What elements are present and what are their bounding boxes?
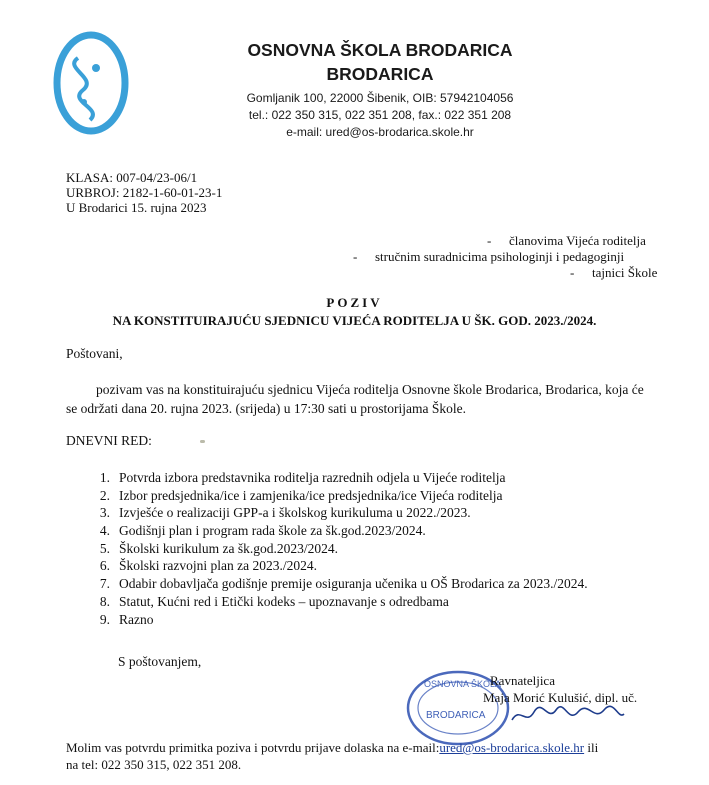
agenda-text: Godišnji plan i program rada škole za šk.god.2023/2024. <box>119 523 426 539</box>
agenda-title: DNEVNI RED: <box>66 433 152 448</box>
agenda-text: Statut, Kućni red i Etički kodeks – upoznavanje s odredbama <box>119 593 449 609</box>
agenda-text: Izvješće o realizaciji GPP-a i školskog kurikuluma u 2022./2023. <box>119 505 471 521</box>
agenda-text: Izbor predsjednika/ice i zamjenika/ice predsjednika/ice Vijeća roditelja <box>119 487 503 503</box>
klasa: KLASA: 007-04/23-06/1 <box>66 170 198 185</box>
recipient-label: članovima Vijeća roditelja <box>509 233 646 248</box>
recipient-parents-council <box>487 233 646 249</box>
signatory-name: Maja Morić Kulušić, dipl. uč. <box>483 690 638 705</box>
handwritten-signature <box>508 700 628 730</box>
recipient-label: stručnim suradnicima psihologinji i pedagoginji <box>375 249 625 264</box>
agenda-item <box>90 558 670 576</box>
footer-line-2: na tel: 022 350 315, 022 351 208. <box>66 757 242 772</box>
footer-prefix: Molim vas potvrdu primitka poziva i potvrdu prijave dolaska na e-mail: <box>66 740 440 755</box>
agenda-text: Školski razvojni plan za 2023./2024. <box>119 558 317 574</box>
agenda-number: 9. <box>99 611 110 627</box>
recipient-dash: - <box>487 233 492 248</box>
agenda-item <box>90 488 670 506</box>
agenda-text: Školski kurikulum za šk.god.2023/2024. <box>119 540 338 556</box>
agenda-item <box>90 576 670 594</box>
agenda-number: 1. <box>99 470 110 485</box>
agenda-item <box>90 541 670 559</box>
agenda-item <box>90 594 670 612</box>
stamp-middle-text: BRODARICA <box>426 710 486 721</box>
school-name: OSNOVNA ŠKOLA BRODARICA <box>247 40 513 60</box>
place-date: U Brodarici 15. rujna 2023 <box>66 200 207 215</box>
agenda-list <box>90 470 670 629</box>
email-link[interactable]: ured@os-brodarica.skole.hr <box>439 740 585 755</box>
agenda-item <box>90 523 670 541</box>
agenda-item <box>90 470 670 488</box>
recipient-dash: - <box>353 249 358 264</box>
agenda-text: Razno <box>119 611 154 627</box>
recipient-dash: - <box>570 265 575 280</box>
agenda-number: 2. <box>99 487 110 503</box>
greeting: Poštovani, <box>66 346 123 361</box>
closing-regards: S poštovanjem, <box>118 654 202 669</box>
footer-suffix: ili <box>584 740 599 755</box>
document-subject: NA KONSTITUIRAJUĆU SJEDNICU VIJEĆA RODITELJA U ŠK. GOD. 2023./2024. <box>112 313 597 328</box>
school-town: BRODARICA <box>326 64 434 84</box>
school-address: Gomljanik 100, 22000 Šibenik, OIB: 57942104056 <box>246 91 514 105</box>
school-email: e-mail: ured@os-brodarica.skole.hr <box>286 125 474 139</box>
document-title: POZIV <box>326 295 383 310</box>
agenda-number: 8. <box>99 593 110 609</box>
urbroj: URBROJ: 2182-1-60-01-23-1 <box>66 185 223 200</box>
agenda-number: 7. <box>99 576 110 592</box>
recipient-associates <box>353 249 624 265</box>
footer-line-1 <box>66 740 666 756</box>
scan-speck <box>200 440 205 443</box>
agenda-number: 3. <box>99 505 110 521</box>
recipient-secretary <box>570 265 657 281</box>
agenda-text: Odabir dobavljača godišnje premije osiguranja učenika u OŠ Brodarica za 2023./2024. <box>119 576 588 592</box>
agenda-item <box>90 505 670 523</box>
stamp-top-text: OSNOVNA ŠKOLA <box>424 679 502 689</box>
agenda-number: 5. <box>99 540 110 556</box>
school-phones: tel.: 022 350 315, 022 351 208, fax.: 022 351 208 <box>248 108 512 122</box>
signatory-role: Ravnateljica <box>490 673 555 688</box>
agenda-number: 6. <box>99 558 110 574</box>
school-logo <box>48 28 134 138</box>
recipient-label: tajnici Škole <box>592 265 658 280</box>
invitation-paragraph: pozivam vas na konstituirajuću sjednicu Vijeća roditelja Osnovne škole Brodarica, Brodarica, koja će se održati dana 20. rujna 2023. (srijeda) u 17:30 sati u prostorijama Škole. <box>66 382 644 416</box>
agenda-number: 4. <box>99 523 110 539</box>
agenda-item <box>90 612 670 630</box>
agenda-text: Potvrda izbora predstavnika roditelja razrednih odjela u Vijeće roditelja <box>119 470 506 485</box>
